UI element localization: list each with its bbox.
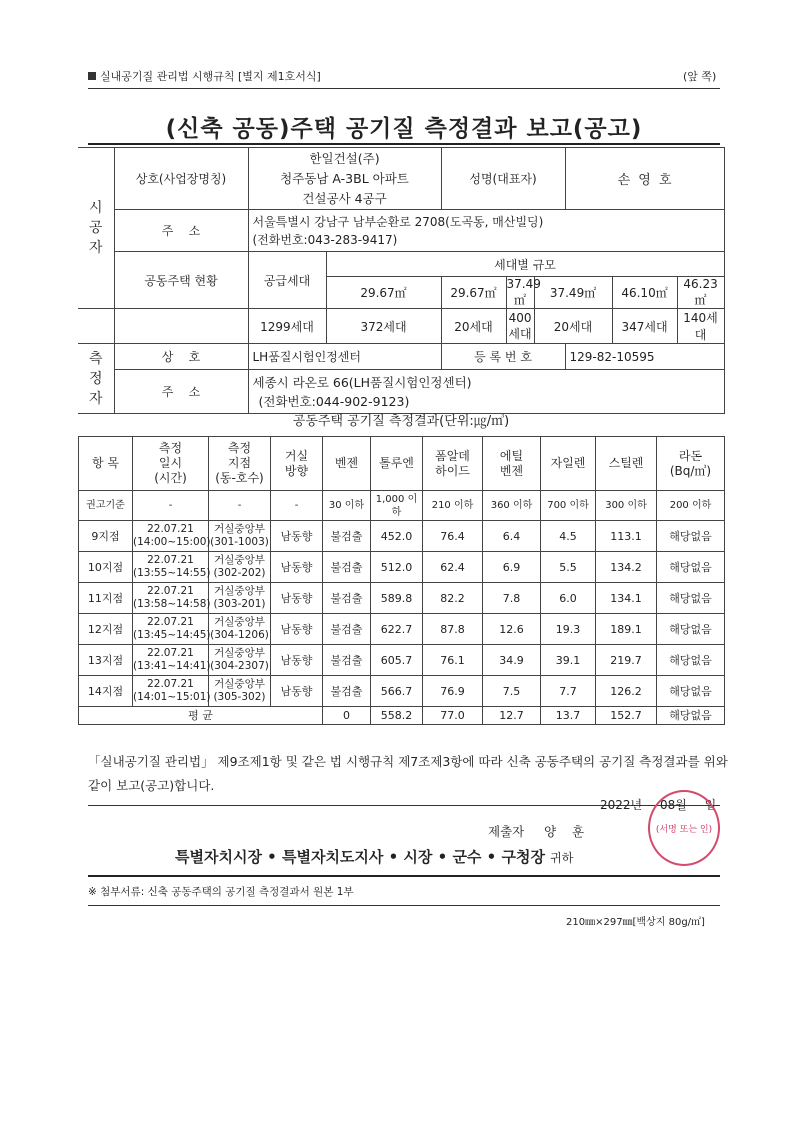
table-cell: 거실중앙부 (305-302) <box>209 676 271 707</box>
average-row <box>79 707 725 725</box>
table-cell: 불검출 <box>323 645 371 676</box>
table-cell: 512.0 <box>371 552 423 583</box>
average-label: 평 균 <box>79 707 323 725</box>
report-date: 2022년 08월 일 <box>600 798 717 812</box>
table-cell: 19.3 <box>541 614 596 645</box>
table-cell: 남동향 <box>271 552 323 583</box>
table-cell: 6.0 <box>541 583 596 614</box>
table-cell: 34.9 <box>483 645 541 676</box>
table-cell: 11지점 <box>79 583 133 614</box>
table-cell: 해당없음 <box>657 521 725 552</box>
size-6: 46.23㎡ <box>677 277 724 309</box>
table-cell: 9지점 <box>79 521 133 552</box>
average-cell: 77.0 <box>423 707 483 725</box>
average-cell: 558.2 <box>371 707 423 725</box>
average-cell: 13.7 <box>541 707 596 725</box>
table-cell: 6.9 <box>483 552 541 583</box>
applicant-address-label: 주 소 <box>114 210 248 252</box>
seal-stamp <box>648 790 720 866</box>
results-title: 공동주택 공기질 측정결과(단위:㎍/㎥) <box>292 414 510 429</box>
standard-cell: 1,000 이하 <box>371 491 423 521</box>
applicant-side-label: 시 공 자 <box>78 148 114 309</box>
table-cell: 22.07.21 (14:01~15:01) <box>133 676 209 707</box>
statement: 「실내공기질 관리법」 제9조제1항 및 같은 법 시행규칙 제7조제3항에 따라 신축 공동주택의 공기질 측정결과를 위와 같이 보고(공고)합니다. <box>88 754 728 793</box>
standard-cell: - <box>133 491 209 521</box>
count-4: 20세대 <box>534 309 612 344</box>
table-cell: 452.0 <box>371 521 423 552</box>
table-cell: 7.8 <box>483 583 541 614</box>
table-cell: 622.7 <box>371 614 423 645</box>
table-cell: 불검출 <box>323 614 371 645</box>
table-cell: 거실중앙부 (304-1206) <box>209 614 271 645</box>
table-cell: 13지점 <box>79 645 133 676</box>
count-6: 140세대 <box>677 309 724 344</box>
table-cell: 남동향 <box>271 583 323 614</box>
measurer-phone: (전화번호:044-902-9123) <box>258 393 410 409</box>
table-row <box>79 614 725 645</box>
business-name-label: 상호(사업장명칭) <box>114 148 248 210</box>
table-cell: 22.07.21 (13:58~14:58) <box>133 583 209 614</box>
standard-cell: 300 이하 <box>596 491 657 521</box>
table-cell: 7.7 <box>541 676 596 707</box>
table-row <box>79 552 725 583</box>
standard-cell: 210 이하 <box>423 491 483 521</box>
form-reference-text: 실내공기질 관리법 시행규칙 [별지 제1호서식] <box>100 70 321 83</box>
recipient-title: 특별자치시장 • 특별자치도지사 • 시장 • 군수 • 구청장 <box>175 848 545 866</box>
paper-spec: 210㎜×297㎜[백상지 80g/㎡] <box>566 917 705 928</box>
table-cell: 82.2 <box>423 583 483 614</box>
housing-blank <box>114 309 248 344</box>
header-cell: 자일렌 <box>541 437 596 491</box>
business-name-value: 한일건설(주) 청주동남 A-3BL 아파트 건설공사 4공구 <box>248 148 441 210</box>
table-cell: 605.7 <box>371 645 423 676</box>
standard-cell: 700 이하 <box>541 491 596 521</box>
table-cell: 566.7 <box>371 676 423 707</box>
table-cell: 5.5 <box>541 552 596 583</box>
attachment-note: ※ 첨부서류: 신축 공동주택의 공기질 측정결과서 원본 1부 <box>88 886 354 898</box>
average-cell: 152.7 <box>596 707 657 725</box>
table-cell: 10지점 <box>79 552 133 583</box>
header-cell: 라돈 (Bq/㎥) <box>657 437 725 491</box>
table-cell: 4.5 <box>541 521 596 552</box>
square-bullet-icon <box>88 72 96 80</box>
measurer-name-label: 상 호 <box>114 344 248 370</box>
measurer-name-value: LH품질시험인정센터 <box>248 344 441 370</box>
standard-cell: 360 이하 <box>483 491 541 521</box>
page-side-label: (앞 쪽) <box>683 70 717 83</box>
measurer-side-label: 측 정 자 <box>78 344 114 414</box>
applicant-address-line1: 서울특별시 강남구 남부순환로 2708(도곡동, 매산빌딩) <box>252 214 544 229</box>
table-cell: 남동향 <box>271 614 323 645</box>
registration-label: 등 록 번 호 <box>441 344 565 370</box>
recipient <box>175 846 573 867</box>
table-cell: 거실중앙부 (302-202) <box>209 552 271 583</box>
table-cell: 거실중앙부 (303-201) <box>209 583 271 614</box>
table-cell: 134.2 <box>596 552 657 583</box>
table-cell: 남동향 <box>271 645 323 676</box>
table-cell: 14지점 <box>79 676 133 707</box>
count-5: 347세대 <box>612 309 677 344</box>
supply-value: 1299세대 <box>248 309 326 344</box>
table-cell: 남동향 <box>271 676 323 707</box>
header-cell: 벤젠 <box>323 437 371 491</box>
table-cell: 22.07.21 (13:41~14:41) <box>133 645 209 676</box>
header-cell: 스틸렌 <box>596 437 657 491</box>
table-cell: 113.1 <box>596 521 657 552</box>
side-blank <box>78 309 114 344</box>
table-cell: 남동향 <box>271 521 323 552</box>
table-cell: 134.1 <box>596 583 657 614</box>
table-cell: 12.6 <box>483 614 541 645</box>
count-1: 372세대 <box>326 309 441 344</box>
size-1: 29.67㎡ <box>326 277 441 309</box>
top-rule <box>88 88 720 89</box>
table-cell: 불검출 <box>323 521 371 552</box>
table-cell: 22.07.21 (13:45~14:45) <box>133 614 209 645</box>
results-table <box>78 436 725 725</box>
standard-cell: - <box>271 491 323 521</box>
header-cell: 거실 방향 <box>271 437 323 491</box>
header-cell: 톨루엔 <box>371 437 423 491</box>
header-cell: 에틸 벤젠 <box>483 437 541 491</box>
seal-text: (서명 또는 인) <box>655 824 713 835</box>
table-cell: 87.8 <box>423 614 483 645</box>
recipient-suffix: 귀하 <box>550 851 574 865</box>
header-cell: 폼알데 하이드 <box>423 437 483 491</box>
table-cell: 126.2 <box>596 676 657 707</box>
measurer-address <box>248 370 724 414</box>
table-row <box>79 645 725 676</box>
document-title: (신축 공동)주택 공기질 측정결과 보고(공고) <box>165 116 643 142</box>
scale-label: 세대별 규모 <box>326 252 724 277</box>
table-cell: 76.4 <box>423 521 483 552</box>
table-cell: 7.5 <box>483 676 541 707</box>
footer-rule <box>88 875 720 877</box>
submitter: 제출자 양 훈 <box>488 824 585 839</box>
size-4: 37.49㎡ <box>534 277 612 309</box>
table-cell: 거실중앙부 (304-2307) <box>209 645 271 676</box>
size-5: 46.10㎡ <box>612 277 677 309</box>
table-cell: 6.4 <box>483 521 541 552</box>
bottom-rule <box>88 905 720 906</box>
info-table <box>78 147 725 414</box>
table-cell: 219.7 <box>596 645 657 676</box>
table-cell: 해당없음 <box>657 614 725 645</box>
form-reference <box>88 68 321 84</box>
table-row <box>79 521 725 552</box>
average-cell: 0 <box>323 707 371 725</box>
count-2: 20세대 <box>441 309 506 344</box>
applicant-address <box>248 210 724 252</box>
registration-value: 129-82-10595 <box>565 344 724 370</box>
header-cell: 측정 일시 (시간) <box>133 437 209 491</box>
standard-cell: - <box>209 491 271 521</box>
table-cell: 해당없음 <box>657 552 725 583</box>
representative-value: 손 영 호 <box>565 148 724 210</box>
standard-cell: 30 이하 <box>323 491 371 521</box>
table-cell: 불검출 <box>323 583 371 614</box>
table-cell: 76.9 <box>423 676 483 707</box>
supply-label: 공급세대 <box>248 252 326 309</box>
table-cell: 76.1 <box>423 645 483 676</box>
size-2: 29.67㎡ <box>441 277 506 309</box>
results-header-row <box>79 437 725 491</box>
table-cell: 22.07.21 (13:55~14:55) <box>133 552 209 583</box>
table-row <box>79 583 725 614</box>
table-cell: 22.07.21 (14:00~15:00) <box>133 521 209 552</box>
table-cell: 거실중앙부 (301-1003) <box>209 521 271 552</box>
measurer-address-label: 주 소 <box>114 370 248 414</box>
table-cell: 189.1 <box>596 614 657 645</box>
applicant-phone: (전화번호:043-283-9417) <box>252 232 398 247</box>
table-row <box>79 676 725 707</box>
standard-row <box>79 491 725 521</box>
average-cell: 12.7 <box>483 707 541 725</box>
standard-cell: 권고기준 <box>79 491 133 521</box>
count-3: 400세대 <box>506 309 534 344</box>
standard-cell: 200 이하 <box>657 491 725 521</box>
size-3: 37.49㎡ <box>506 277 541 307</box>
table-cell: 62.4 <box>423 552 483 583</box>
average-cell: 해당없음 <box>657 707 725 725</box>
representative-label: 성명(대표자) <box>441 148 565 210</box>
housing-status-label: 공동주택 현황 <box>114 252 248 309</box>
header-cell: 항 목 <box>79 437 133 491</box>
table-cell: 불검출 <box>323 552 371 583</box>
header-cell: 측정 지점 (동-호수) <box>209 437 271 491</box>
table-cell: 589.8 <box>371 583 423 614</box>
table-cell: 해당없음 <box>657 676 725 707</box>
table-cell: 해당없음 <box>657 645 725 676</box>
measurer-address-line1: 세종시 라온로 66(LH품질시험인정센터) <box>252 374 472 390</box>
table-cell: 해당없음 <box>657 583 725 614</box>
table-cell: 39.1 <box>541 645 596 676</box>
table-cell: 12지점 <box>79 614 133 645</box>
table-cell: 불검출 <box>323 676 371 707</box>
title-rule <box>88 143 720 145</box>
